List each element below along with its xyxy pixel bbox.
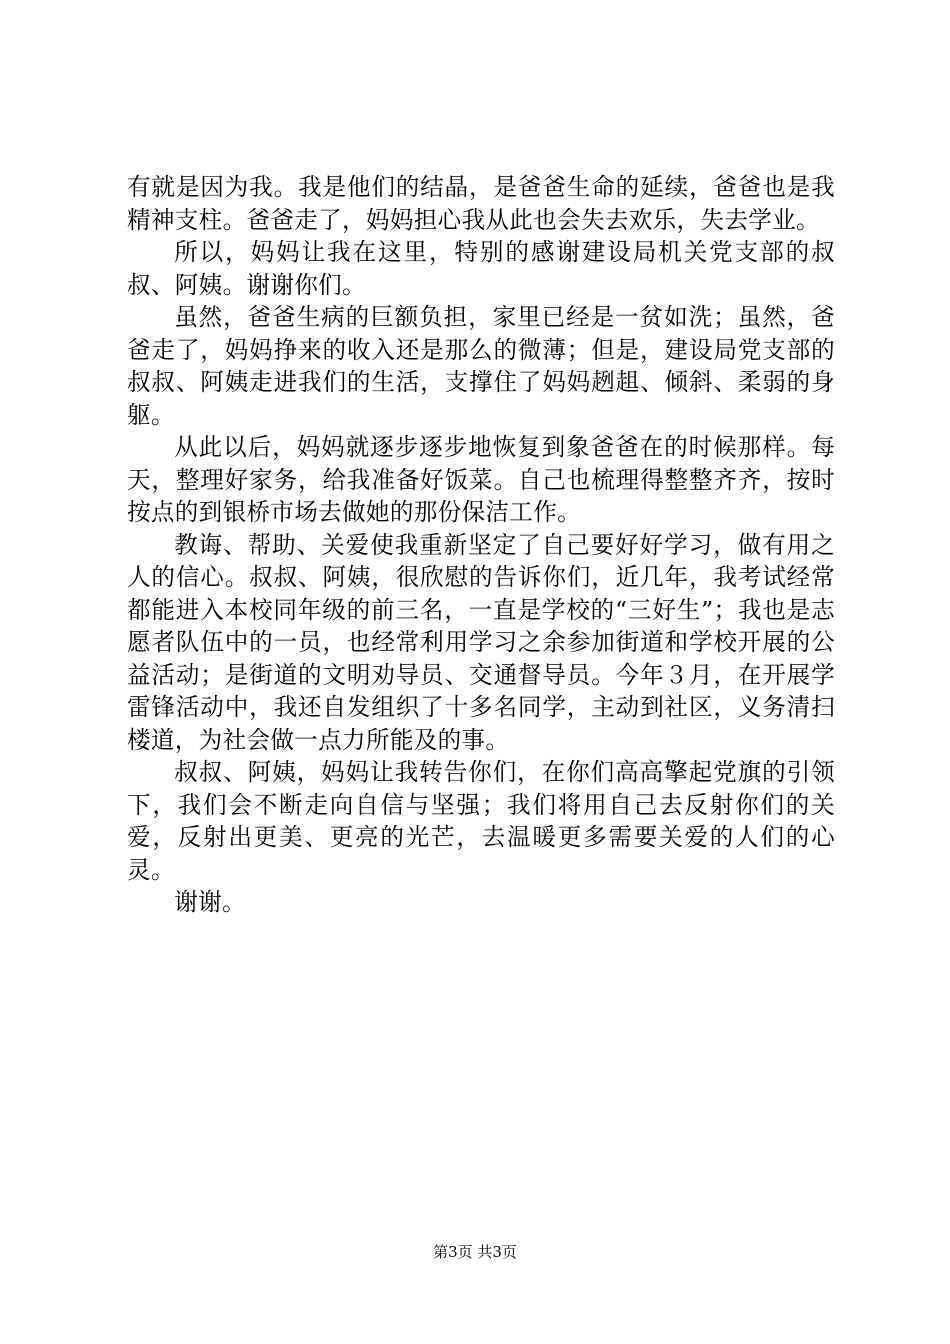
page-footer: 第3页 共3页 [433,1243,517,1261]
paragraph-1: 有就是因为我。我是他们的结晶，是爸爸生命的延续，爸爸也是我精神支柱。爸爸走了，妈妈担心我从此也会失去欢乐，失去学业。 [127,173,835,234]
paragraph-7: 谢谢。 [174,888,246,916]
paragraph-4: 从此以后，妈妈就逐步逐步地恢复到象爸爸在的时候那样。每天，整理好家务，给我准备好饭菜。自己也梳理得整整齐齐，按时按点的到银桥市场去做她的那份保洁工作。 [127,433,835,526]
paragraph-2: 所以，妈妈让我在这里，特别的感谢建设局机关党支部的叔叔、阿姨。谢谢你们。 [127,238,835,299]
paragraph-3: 虽然，爸爸生病的巨额负担，家里已经是一贫如洗；虽然，爸爸走了，妈妈挣来的收入还是那么的微薄；但是，建设局党支部的叔叔、阿姨走进我们的生活，支撑住了妈妈趔趄、倾斜、柔弱的身躯。 [127,303,835,429]
paragraph-6: 叔叔、阿姨，妈妈让我转告你们，在你们高高擎起党旗的引领下，我们会不断走向自信与坚强；我们将用自己去反射你们的关爱，反射出更美、更亮的光芒，去温暖更多需要关爱的人们的心灵。 [127,758,835,884]
body-text [127,171,835,919]
paragraph-5: 教诲、帮助、关爱使我重新坚定了自己要好好学习，做有用之人的信心。叔叔、阿姨，很欣慰的告诉你们，近几年，我考试经常都能进入本校同年级的前三名，一直是学校的“三好生”；我也是志愿者队伍中的一员，也经常利用学习之余参加街道和学校开展的公益活动；是街道的文明劝导员、交通督导员。今年３月，在开展学雷锋活动中，我还自发组织了十多名同学，主动到社区，义务清扫楼道，为社会做一点力所能及的事。 [127,530,835,754]
